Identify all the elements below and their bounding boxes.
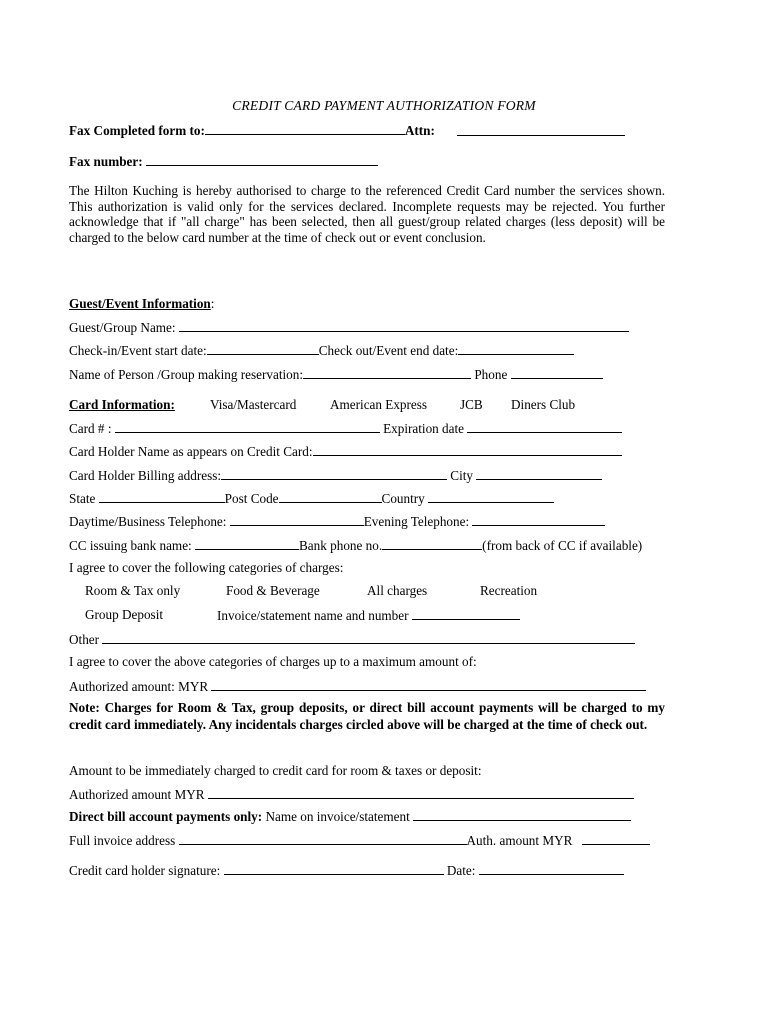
checkin-field[interactable]: [207, 342, 319, 355]
guest-heading-colon: :: [210, 296, 215, 311]
fax-to-label: Fax Completed form to:: [69, 123, 205, 138]
postcode-label: Post Code: [224, 491, 279, 506]
attn-label: Attn:: [404, 123, 435, 138]
other-label: Other: [69, 632, 100, 647]
fax-number-row: [69, 153, 378, 170]
evening-phone-field[interactable]: [472, 513, 605, 526]
authorized-amount-field-2[interactable]: [208, 786, 634, 799]
charge-option-all-charges[interactable]: All charges: [367, 583, 428, 598]
bank-row: [69, 537, 642, 554]
card-type-diners[interactable]: Diners Club: [511, 397, 576, 412]
card-type-amex[interactable]: American Express: [330, 397, 428, 412]
authorized-amount-row: [69, 678, 646, 695]
state-row: [69, 490, 554, 507]
charges-intro: I agree to cover the following categories of charges:: [69, 560, 344, 575]
invoice-name-label: Invoice/statement name and number: [217, 608, 409, 623]
authorized-amount-label: Authorized amount: MYR: [69, 679, 209, 694]
auth-amount-field[interactable]: [582, 832, 650, 845]
form-title: CREDIT CARD PAYMENT AUTHORIZATION FORM: [232, 98, 536, 113]
bank-name-label: CC issuing bank name:: [69, 538, 192, 553]
fax-to-row: [69, 122, 435, 139]
fax-number-field[interactable]: [146, 153, 378, 166]
checkout-label: Check out/Event end date:: [318, 343, 459, 358]
checkin-label: Check-in/Event start date:: [69, 343, 207, 358]
bank-phone-label: Bank phone no.: [299, 538, 383, 553]
date-label: Date:: [446, 863, 476, 878]
country-field[interactable]: [428, 490, 554, 503]
max-amount-text: I agree to cover the above categories of charges up to a maximum amount of:: [69, 654, 477, 669]
charges-note: Note: Charges for Room & Tax, group deposits, or direct bill account payments will be charged to my credit card immediately. Any incidentals charges circled above will be charged at the time of check out.: [69, 700, 665, 732]
phone-label: Phone: [474, 367, 508, 382]
date-field[interactable]: [479, 862, 624, 875]
direct-bill-label: Name on invoice/statement: [262, 809, 410, 824]
fax-to-field[interactable]: [205, 122, 405, 135]
charge-option-recreation[interactable]: Recreation: [480, 583, 538, 598]
card-number-row: [69, 420, 622, 437]
guest-heading: [69, 296, 214, 312]
immediate-charge-text: Amount to be immediately charged to credit card for room & taxes or deposit:: [69, 763, 482, 778]
other-row: [69, 631, 635, 648]
evening-phone-label: Evening Telephone:: [363, 514, 470, 529]
card-number-label: Card # :: [69, 421, 112, 436]
expiry-field[interactable]: [467, 420, 622, 433]
invoice-name-row: [217, 607, 520, 624]
country-label: Country: [381, 491, 425, 506]
group-name-field[interactable]: [179, 319, 629, 332]
reserver-label: Name of Person /Group making reservation:: [69, 367, 304, 382]
intro-paragraph: The Hilton Kuching is hereby authorised to charge to the referenced Credit Card number the services shown. This authorization is valid only for the services declared. Incomplete requests may be rejected. You further acknowledge that if "all charge" has been selected, then all guest/group related charges (less deposit) will be charged to the below card number at the time of check out or event conclusion.: [69, 183, 665, 245]
invoice-address-field[interactable]: [179, 832, 467, 845]
daytime-phone-label: Daytime/Business Telephone:: [69, 514, 227, 529]
auth-amount-label: Auth. amount MYR: [466, 833, 573, 848]
direct-bill-name-field[interactable]: [413, 808, 631, 821]
attn-field[interactable]: [457, 123, 625, 136]
authorized-amount-row-2: [69, 786, 634, 803]
city-label: City: [450, 468, 474, 483]
signature-field[interactable]: [224, 862, 444, 875]
invoice-address-row: [69, 832, 650, 849]
other-field[interactable]: [102, 631, 635, 644]
reserver-field[interactable]: [303, 366, 471, 379]
direct-bill-heading: Direct bill account payments only:: [69, 809, 263, 824]
card-number-field[interactable]: [115, 420, 380, 433]
signature-row: [69, 862, 624, 879]
group-name-row: [69, 319, 629, 336]
invoice-name-field[interactable]: [412, 607, 520, 620]
postcode-field[interactable]: [279, 490, 382, 503]
bank-phone-note: (from back of CC if available): [482, 538, 643, 553]
guest-heading-text: Guest/Event Information: [69, 296, 211, 311]
group-name-label: Guest/Group Name:: [69, 320, 176, 335]
direct-bill-row: [69, 808, 631, 825]
reserver-row: [69, 366, 603, 383]
fax-number-label: Fax number:: [69, 154, 143, 169]
bank-phone-field[interactable]: [382, 537, 482, 550]
invoice-address-label: Full invoice address: [69, 833, 176, 848]
expiry-label: Expiration date: [383, 421, 465, 436]
holder-name-label: Card Holder Name as appears on Credit Card:: [69, 444, 313, 459]
signature-label: Credit card holder signature:: [69, 863, 221, 878]
city-field[interactable]: [476, 467, 602, 480]
card-heading: Card Information:: [69, 397, 175, 412]
billing-address-label: Card Holder Billing address:: [69, 468, 221, 483]
billing-address-row: [69, 467, 602, 484]
card-type-visa[interactable]: Visa/Mastercard: [210, 397, 297, 412]
authorized-amount-label-2: Authorized amount MYR: [69, 787, 205, 802]
dates-row: [69, 342, 574, 359]
telephone-row: [69, 513, 605, 530]
checkout-field[interactable]: [458, 342, 574, 355]
billing-address-field[interactable]: [221, 467, 447, 480]
charge-option-food-beverage[interactable]: Food & Beverage: [226, 583, 320, 598]
daytime-phone-field[interactable]: [230, 513, 364, 526]
phone-field[interactable]: [511, 366, 603, 379]
holder-name-field[interactable]: [313, 443, 622, 456]
authorized-amount-field[interactable]: [211, 678, 646, 691]
state-field[interactable]: [99, 490, 225, 503]
card-type-jcb[interactable]: JCB: [460, 397, 483, 412]
charge-option-group-deposit[interactable]: Group Deposit: [85, 607, 164, 622]
bank-name-field[interactable]: [195, 537, 299, 550]
charge-option-room-tax[interactable]: Room & Tax only: [85, 583, 181, 598]
holder-name-row: [69, 443, 622, 460]
state-label: State: [69, 491, 96, 506]
